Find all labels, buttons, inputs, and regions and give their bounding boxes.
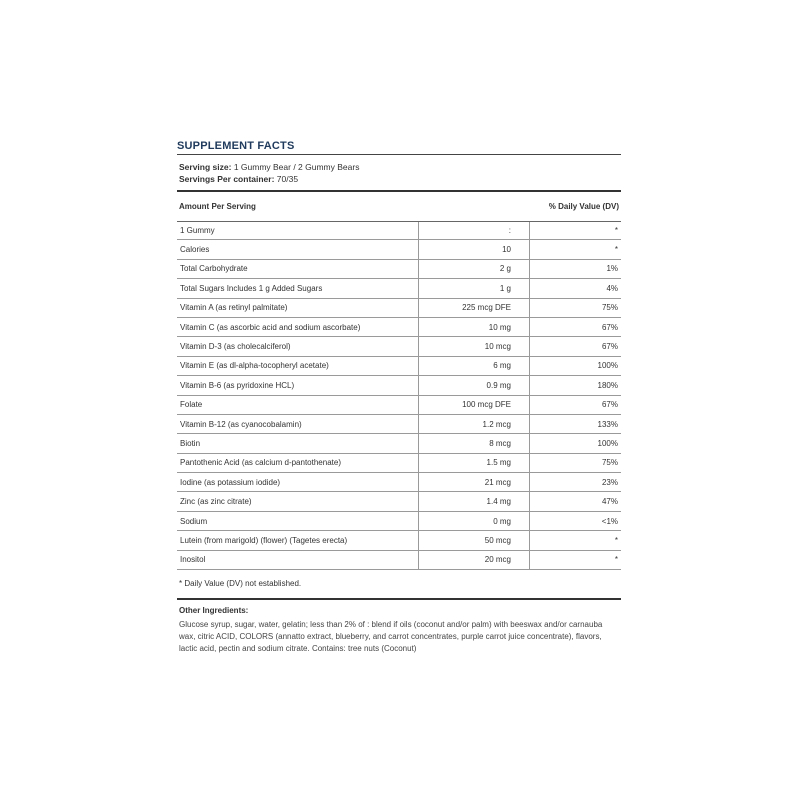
nutrient-amount: 100 mcg DFE (462, 400, 511, 410)
nutrient-amount: 225 mcg DFE (462, 303, 511, 313)
table-row (177, 434, 621, 453)
table-header (177, 192, 621, 221)
servings-per-container-line (179, 173, 619, 185)
table-row (177, 357, 621, 376)
nutrient-amount: 1 g (499, 283, 511, 293)
nutrient-daily-value: 100% (597, 438, 618, 448)
nutrient-amount: 50 mcg (484, 535, 511, 545)
nutrient-name: Vitamin B-6 (as pyridoxine HCL) (180, 380, 295, 390)
table-row (177, 551, 621, 570)
supplement-facts-panel (177, 138, 621, 655)
nutrient-name: 1 Gummy (180, 226, 215, 236)
nutrient-daily-value: 23% (601, 477, 618, 487)
nutrient-name: Zinc (as zinc citrate) (180, 497, 252, 507)
nutrient-amount: 10 mcg (484, 342, 511, 352)
nutrient-name: Iodine (as potassium iodide) (180, 477, 281, 487)
serving-info (177, 155, 621, 190)
nutrient-amount: 10 mg (488, 322, 511, 332)
nutrient-name: Total Carbohydrate (180, 264, 248, 274)
nutrient-amount: 8 mcg (489, 438, 511, 448)
panel-title: SUPPLEMENT FACTS (177, 140, 295, 152)
nutrient-amount: 10 (502, 245, 511, 255)
nutrient-amount: 20 mcg (484, 555, 511, 565)
nutrient-amount: 0.9 mg (486, 380, 511, 390)
nutrient-daily-value: 75% (601, 458, 618, 468)
serving-size-value: 1 Gummy Bear / 2 Gummy Bears (233, 162, 360, 172)
nutrient-name: Vitamin E (as dl-alpha-tocopheryl acetate) (180, 361, 329, 371)
serving-size-label: Serving size: (179, 162, 232, 172)
other-ingredients-label: Other Ingredients: (179, 606, 249, 616)
nutrient-name: Vitamin C (as ascorbic acid and sodium ascorbate) (180, 322, 361, 332)
other-ingredients-text: Glucose syrup, sugar, water, gelatin; less than 2% of : blend if oils (coconut and/or palm) with beeswax and/or carnauba wax, citric ACID, COLORS (annatto extract, blueberry, and carrot concentrates, purple carrot juice concentrate), flavors, lactic acid, pectin and sodium citrate. Contains: tree nuts (Coconut) (179, 620, 603, 654)
nutrient-daily-value: 67% (601, 342, 618, 352)
table-row (177, 415, 621, 434)
nutrient-daily-value: * (614, 226, 618, 236)
table-row (177, 279, 621, 298)
nutrient-daily-value: 75% (601, 303, 618, 313)
nutrient-amount: 1.5 mg (486, 458, 511, 468)
serving-size-line (179, 161, 619, 173)
nutrient-daily-value: 133% (597, 419, 618, 429)
nutrient-name: Folate (180, 400, 203, 410)
nutrient-name: Vitamin D-3 (as cholecalciferol) (180, 342, 291, 352)
nutrient-name: Lutein (from marigold) (flower) (Tagetes erecta) (180, 535, 348, 545)
nutrient-name: Total Sugars Includes 1 g Added Sugars (180, 283, 323, 293)
table-row (177, 337, 621, 356)
nutrient-name: Sodium (180, 516, 208, 526)
servings-per-container-value: 70/35 (276, 174, 299, 184)
nutrient-daily-value: 1% (606, 264, 618, 274)
nutrient-amount: 1.4 mg (486, 497, 511, 507)
nutrient-name: Vitamin B-12 (as cyanocobalamin) (180, 419, 302, 429)
nutrient-name: Calories (180, 245, 210, 255)
nutrient-name: Inositol (180, 555, 206, 565)
nutrient-amount: 2 g (499, 264, 511, 274)
nutrient-daily-value: 67% (601, 400, 618, 410)
footnote: * Daily Value (DV) not established. (179, 579, 302, 589)
table-row (177, 396, 621, 415)
table-row (177, 454, 621, 473)
nutrient-daily-value: 180% (597, 380, 618, 390)
nutrient-amount: 6 mg (493, 361, 511, 371)
nutrient-daily-value: 100% (597, 361, 618, 371)
nutrient-rows (177, 221, 621, 570)
nutrient-daily-value: <1% (601, 516, 618, 526)
table-row (177, 260, 621, 279)
nutrient-daily-value: * (614, 535, 618, 545)
nutrient-amount: : (508, 226, 511, 236)
nutrient-name: Pantothenic Acid (as calcium d-pantothenate) (180, 458, 341, 468)
table-row (177, 492, 621, 511)
table-row (177, 512, 621, 531)
table-row (177, 240, 621, 259)
nutrient-daily-value: 4% (606, 283, 618, 293)
amount-per-serving-header: Amount Per Serving (179, 202, 256, 211)
table-row (177, 376, 621, 395)
nutrient-amount: 1.2 mcg (482, 419, 511, 429)
nutrient-name: Biotin (180, 438, 201, 448)
nutrient-amount: 0 mg (493, 516, 511, 526)
table-row (177, 531, 621, 550)
table-row (177, 221, 621, 240)
table-row (177, 299, 621, 318)
table-row (177, 318, 621, 337)
nutrient-name: Vitamin A (as retinyl palmitate) (180, 303, 288, 313)
nutrient-daily-value: * (614, 555, 618, 565)
daily-value-header: % Daily Value (DV) (548, 202, 619, 211)
table-row (177, 473, 621, 492)
nutrient-amount: 21 mcg (484, 477, 511, 487)
nutrient-daily-value: 67% (601, 322, 618, 332)
nutrient-daily-value: 47% (601, 497, 618, 507)
servings-per-container-label: Servings Per container: (179, 174, 275, 184)
nutrient-daily-value: * (614, 245, 618, 255)
